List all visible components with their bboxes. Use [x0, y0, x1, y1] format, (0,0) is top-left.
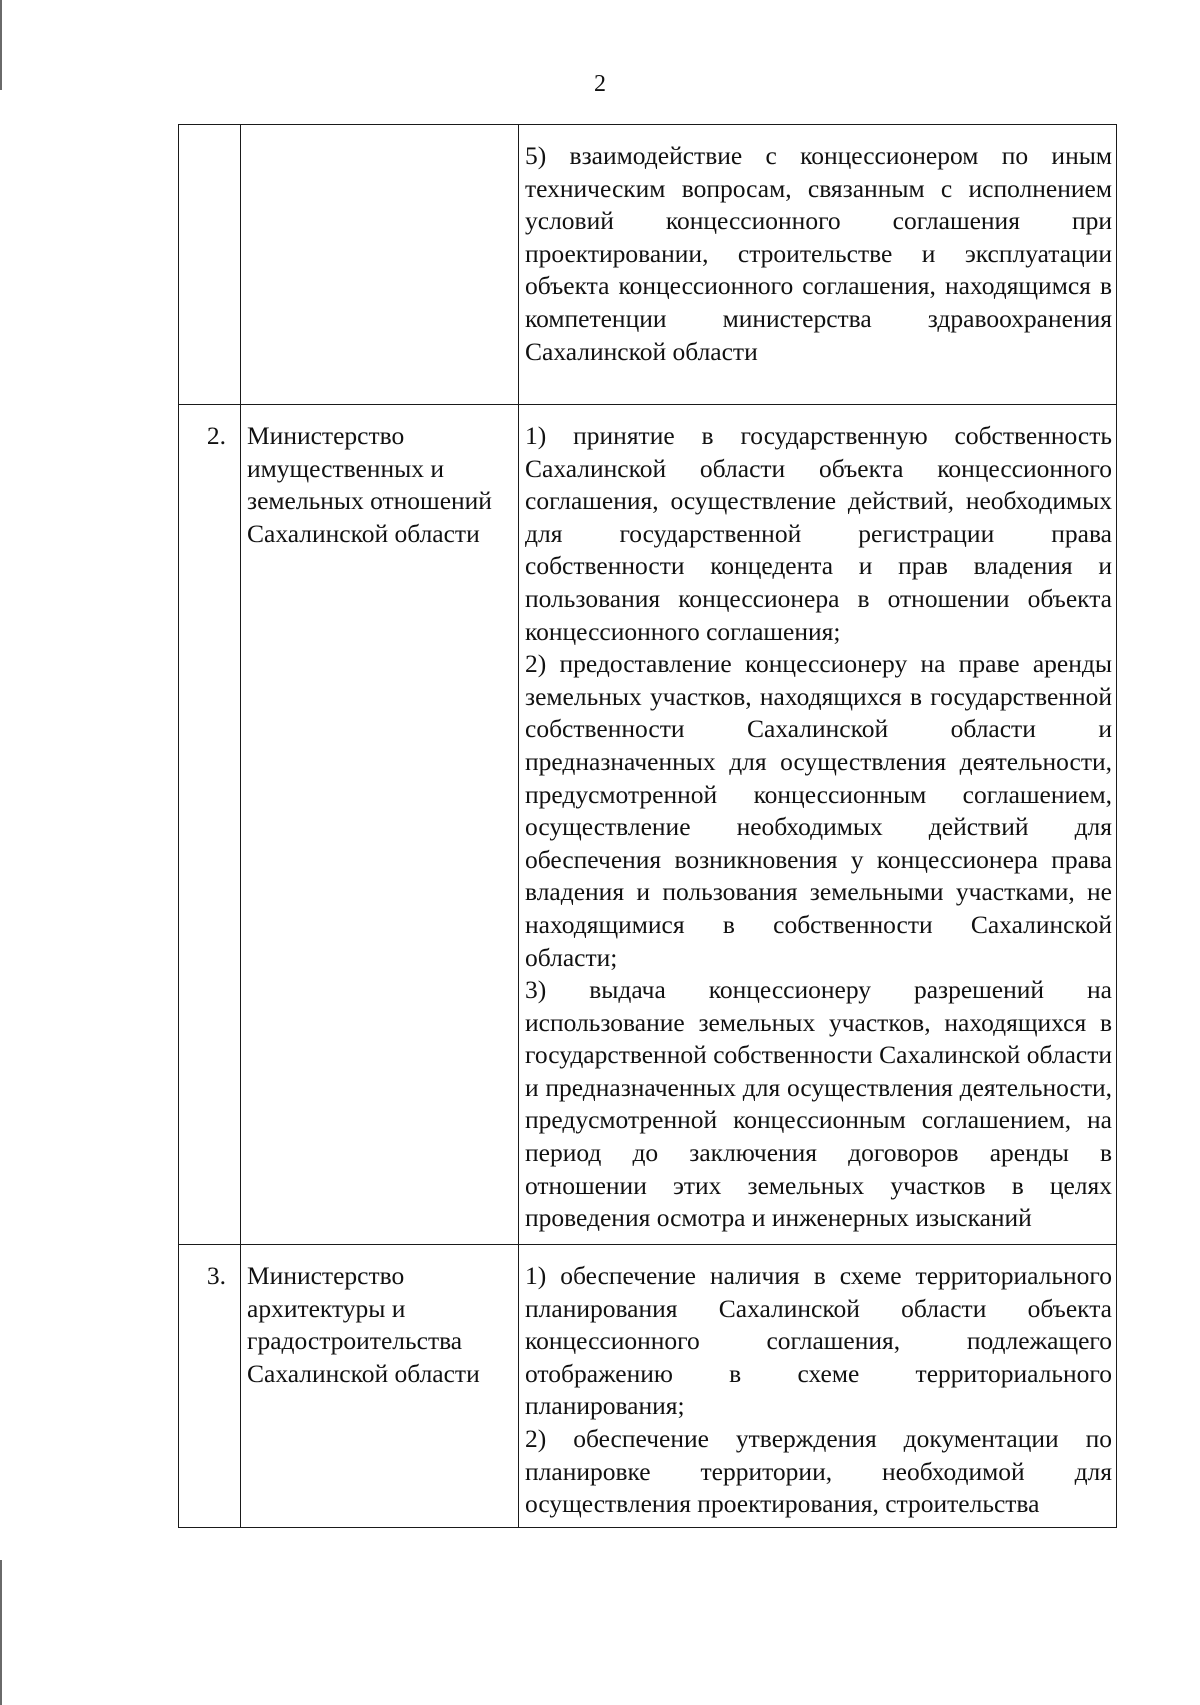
organization-cell [241, 1245, 519, 1528]
row-number-cell [179, 1245, 241, 1528]
organization-name: Министерство архитектуры и градостроительства Сахалинской области [247, 1261, 480, 1388]
duty-item: 3) выдача концессионеру разрешений на использование земельных участков, находящихся в государственной собственности Сахалинской области и предназначенных для осуществления деятельности, предусмотренной концессионным соглашением, на период до заключения договоров аренды в отношении этих земельных участков в целях проведения осмотра и инженерных изысканий [525, 975, 1112, 1233]
row-number-cell [179, 405, 241, 1245]
table-row [179, 405, 1117, 1245]
table-row [179, 125, 1117, 405]
duty-item: 1) принятие в государственную собственность Сахалинской области объекта концессионного соглашения, осуществление действий, необходимых для государственной регистрации права собственности концедента и прав владения и пользования концессионера в отношении объекта концессионного соглашения; [525, 421, 1112, 646]
duty-item: 1) обеспечение наличия в схеме территориального планирования Сахалинской области объекта концессионного соглашения, подлежащего отображению в схеме территориального планирования; [525, 1261, 1112, 1421]
scan-edge-mark [0, 0, 2, 90]
duties-cell [519, 125, 1117, 405]
duty-item: 5) взаимодействие с концессионером по иным техническим вопросам, связанным с исполнением условий концессионного соглашения при проектировании, строительстве и эксплуатации объекта концессионного соглашения, находящимся в компетенции министерства здравоохранения Сахалинской области [525, 141, 1112, 366]
duty-item: 2) обеспечение утверждения документации по планировке территории, необходимой для осуществления проектирования, строительства [525, 1423, 1112, 1519]
table-row [179, 1245, 1117, 1528]
duties-cell [519, 1245, 1117, 1528]
duties-cell [519, 405, 1117, 1245]
scan-edge-mark [0, 1560, 2, 1705]
row-number-cell [179, 125, 241, 405]
organization-cell [241, 405, 519, 1245]
organization-name: Министерство имущественных и земельных отношений Сахалинской области [247, 421, 492, 548]
page-number: 2 [594, 71, 606, 97]
duty-item: 2) предоставление концессионеру на праве аренды земельных участков, находящихся в государственной собственности Сахалинской области и предназначенных для осуществления деятельности, предусмотренной концессионным соглашением, осуществление необходимых действий для обеспечения возникновения у концессионера права владения и пользования земельными участками, не находящимися в собственности Сахалинской области; [525, 649, 1112, 972]
responsibilities-table [178, 124, 1117, 1528]
row-number: 2. [206, 421, 226, 450]
organization-cell [241, 125, 519, 405]
row-number: 3. [206, 1261, 226, 1290]
